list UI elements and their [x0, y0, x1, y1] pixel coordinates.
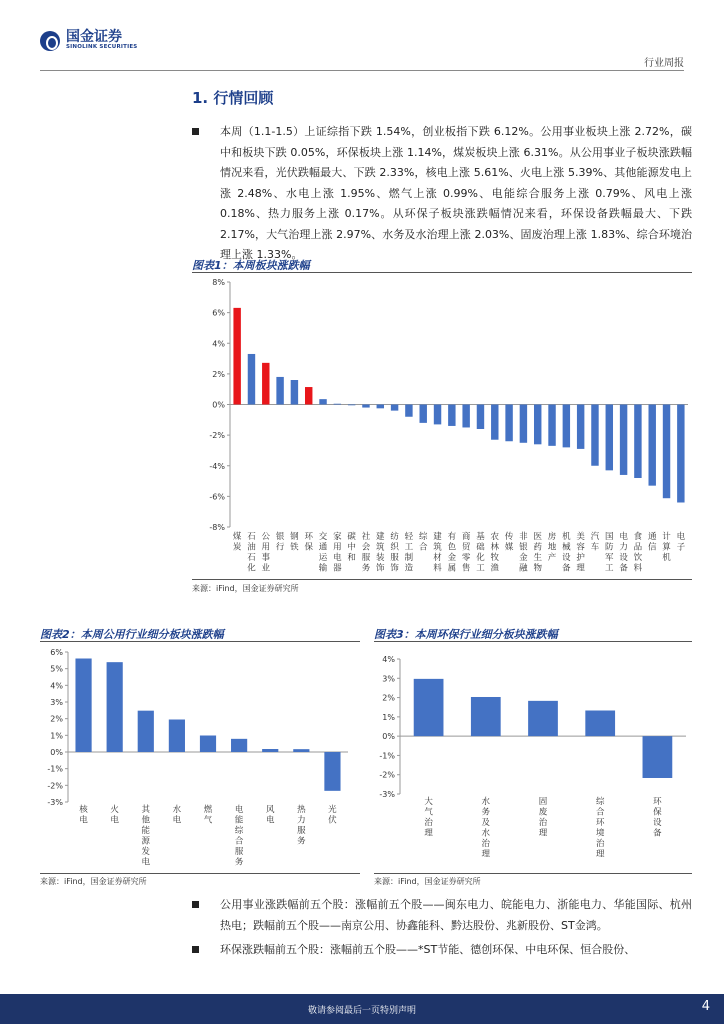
x-tick-label: 基础化工	[476, 532, 485, 574]
bar-环保设备	[643, 736, 673, 778]
bar-火电	[107, 662, 123, 752]
x-tick-label: 房地产	[547, 532, 557, 563]
x-tick-label: 商贸零售	[461, 532, 471, 574]
bar-社会服务	[362, 405, 369, 408]
y-tick-label: 0%	[212, 400, 225, 410]
section-title: 1. 行情回顾	[192, 89, 274, 107]
x-tick-label: 计算机	[662, 532, 671, 563]
x-tick-label: 传媒	[504, 532, 514, 553]
y-tick-label: 2%	[382, 693, 395, 703]
bar-食品饮料	[634, 405, 641, 479]
figure-1-chart	[192, 273, 692, 579]
bar-其他能源发电	[138, 711, 154, 752]
bar-轻工制造	[405, 405, 412, 417]
bar-国防军工	[606, 405, 613, 471]
y-tick-label: -2%	[379, 770, 395, 780]
x-tick-label: 通信	[647, 532, 657, 553]
bar-有色金属	[448, 405, 455, 426]
bar-建筑材料	[434, 405, 441, 425]
bar-商贸零售	[462, 405, 469, 428]
x-tick-label: 光伏	[328, 805, 337, 826]
bullet-text: 环保涨跌幅前五个股：涨幅前五个股——*ST节能、德创环保、中电环保、恒合股份、	[220, 943, 636, 956]
y-tick-label: 5%	[50, 664, 63, 674]
figure-1-bottom-rule	[192, 579, 692, 580]
figure-2-source: 来源：iFind，国金证券研究所	[40, 877, 147, 886]
x-tick-label: 医药生物	[533, 532, 542, 574]
figure-2-title: 图表2：本周公用行业细分板块涨跌幅	[40, 628, 224, 641]
logo-icon	[40, 31, 60, 51]
bar-非银金融	[520, 405, 527, 443]
page-number: 4	[701, 999, 710, 1014]
x-tick-label: 汽车	[590, 532, 600, 553]
bar-风电	[262, 749, 278, 752]
bar-热力服务	[293, 749, 309, 752]
x-tick-label: 固废治理	[538, 797, 548, 839]
x-tick-label: 燃气	[203, 805, 213, 826]
y-tick-label: 1%	[382, 712, 395, 722]
y-tick-label: -1%	[47, 764, 63, 774]
bar-银行	[276, 377, 283, 405]
x-tick-label: 煤炭	[232, 532, 242, 553]
y-tick-label: -2%	[209, 431, 225, 441]
y-tick-label: 6%	[212, 308, 225, 318]
bar-石油石化	[248, 354, 255, 405]
bar-机械设备	[563, 405, 570, 448]
bar-大气治理	[414, 679, 444, 736]
bullet-square-icon	[192, 946, 199, 953]
bar-公用事业	[262, 363, 269, 405]
x-tick-label: 火电	[110, 805, 119, 826]
x-tick-label: 核电	[79, 805, 88, 826]
x-tick-label: 环保设备	[653, 797, 662, 839]
x-tick-label: 电子	[676, 532, 686, 553]
x-tick-label: 轻工制造	[404, 532, 414, 574]
bar-水电	[169, 720, 185, 753]
header-divider	[40, 70, 684, 71]
x-tick-label: 非银金融	[519, 532, 528, 574]
y-tick-label: 0%	[50, 748, 63, 757]
x-tick-label: 交通运输	[318, 532, 328, 574]
y-tick-label: -4%	[209, 461, 225, 471]
x-tick-label: 电能综合服务	[234, 805, 244, 868]
x-tick-label: 美容护理	[576, 532, 585, 574]
bar-综合	[419, 405, 426, 423]
x-tick-label: 建筑材料	[433, 532, 442, 574]
bar-通信	[648, 405, 655, 486]
x-tick-label: 水务及水治理	[481, 797, 491, 860]
figure-3-source: 来源：iFind，国金证券研究所	[374, 877, 481, 886]
page-header	[0, 0, 724, 72]
figure-3-bottom-rule	[374, 873, 692, 874]
figure-2-chart	[40, 642, 360, 872]
y-tick-label: 4%	[212, 339, 225, 349]
y-tick-label: 4%	[382, 655, 395, 664]
x-tick-label: 综合环境治理	[595, 797, 605, 860]
figure-1-source: 来源：iFind，国金证券研究所	[192, 584, 299, 593]
y-tick-label: 6%	[50, 648, 63, 657]
report-type: 行业周报	[644, 58, 684, 69]
logo-name-cn: 国金证券	[66, 29, 122, 45]
x-tick-label: 银行	[275, 532, 285, 553]
bullet-square-icon	[192, 901, 199, 908]
x-tick-label: 食品饮料	[633, 532, 643, 574]
bar-房地产	[548, 405, 555, 446]
bar-美容护理	[577, 405, 584, 449]
bar-家用电器	[334, 404, 341, 405]
bar-基础化工	[477, 405, 484, 430]
figure-3-chart	[374, 642, 692, 872]
bar-汽车	[591, 405, 598, 466]
x-tick-label: 公用事业	[261, 532, 271, 574]
bar-钢铁	[291, 380, 298, 405]
x-tick-label: 钢铁	[290, 532, 299, 553]
company-logo	[40, 30, 137, 51]
bar-水务及水治理	[471, 697, 501, 736]
x-tick-label: 石油石化	[247, 532, 256, 574]
y-tick-label: -1%	[379, 751, 395, 761]
x-tick-label: 社会服务	[361, 532, 371, 574]
bar-煤炭	[233, 308, 240, 405]
y-tick-label: 0%	[382, 732, 395, 742]
bar-光伏	[324, 752, 340, 791]
x-tick-label: 风电	[265, 805, 275, 826]
bar-电子	[677, 405, 684, 503]
y-tick-label: 4%	[50, 681, 63, 691]
figure-2-bottom-rule	[40, 873, 360, 874]
bullet-square-icon	[192, 128, 199, 135]
x-tick-label: 建筑装饰	[376, 532, 385, 574]
figure-3-title: 图表3：本周环保行业细分板块涨跌幅	[374, 628, 558, 641]
x-tick-label: 纺织服饰	[390, 532, 399, 574]
y-tick-label: 3%	[382, 674, 395, 684]
logo-name-en: SINOLINK SECURITIES	[66, 44, 138, 50]
x-tick-label: 其他能源发电	[141, 805, 151, 868]
x-tick-label: 水电	[172, 805, 182, 826]
bar-建筑装饰	[377, 405, 384, 409]
bar-交通运输	[319, 399, 326, 404]
bullet-utility-stocks	[192, 895, 692, 936]
bullet-text: 公用事业涨跌幅前五个股：涨幅前五个股——闽东电力、皖能电力、浙能电力、华能国际、杭州热电；跌幅前五个股——南京公用、协鑫能科、黔达股份、兆新股份、ST金鸿。	[220, 898, 692, 932]
bar-纺织服饰	[391, 405, 398, 411]
y-tick-label: -3%	[379, 790, 395, 799]
y-tick-label: -8%	[209, 523, 225, 532]
y-tick-label: 3%	[50, 698, 63, 707]
x-tick-label: 国防军工	[605, 532, 614, 574]
bar-电力设备	[620, 405, 627, 475]
footer-disclaimer: 敬请参阅最后一页特别声明	[307, 1006, 416, 1016]
bar-传媒	[505, 405, 512, 442]
y-tick-label: -2%	[47, 781, 63, 791]
y-tick-label: 1%	[50, 731, 63, 741]
bar-燃气	[200, 736, 216, 753]
x-tick-label: 家用电器	[333, 532, 342, 574]
bar-固废治理	[528, 701, 558, 736]
bullet-env-stocks	[192, 940, 692, 961]
bar-核电	[75, 659, 91, 753]
bar-碳中和	[348, 405, 355, 406]
x-tick-label: 综合	[418, 532, 428, 553]
x-tick-label: 环保	[304, 532, 313, 553]
x-tick-label: 热力服务	[297, 805, 306, 847]
bar-环保	[305, 387, 312, 404]
figure-1-title: 图表1：本周板块涨跌幅	[192, 259, 310, 272]
y-tick-label: 2%	[50, 714, 63, 724]
x-tick-label: 有色金属	[447, 532, 457, 574]
y-tick-label: -3%	[47, 798, 63, 807]
y-tick-label: -6%	[209, 492, 225, 502]
x-tick-label: 大气治理	[424, 797, 433, 839]
x-tick-label: 碳中和	[347, 532, 356, 563]
x-tick-label: 电力设备	[619, 532, 628, 574]
x-tick-label: 农林牧渔	[490, 532, 500, 574]
bar-农林牧渔	[491, 405, 498, 440]
bullet-market-review	[192, 122, 692, 266]
bar-医药生物	[534, 405, 541, 445]
bullet-text: 本周（1.1-1.5）上证综指下跌 1.54%，创业板指下跌 6.12%。公用事业板块上涨 2.72%，碳中和板块下跌 0.05%，环保板块上涨 1.14%，煤炭板块上涨 6.31%。从公用事业子板块涨跌幅情况来看，光伏跌幅最大、下跌 2.33%，核电上涨 5.61%、火电上涨 5.39%、其他能源发电上涨 2.48%、水电上涨 1.95%、燃气上涨 0.99%、电能综合服务上涨 0.79%、风电上涨 0.18%、热力服务上涨 0.17%。从环保子板块涨跌幅情况来看，环保设备跌幅最大、下跌 2.17%，大气治理上涨 2.97%、水务及水治理上涨 2.03%、固废治理上涨 1.83%、综合环境治理上涨 1.33%。	[220, 125, 692, 261]
bar-综合环境治理	[585, 710, 615, 736]
y-tick-label: 8%	[212, 278, 225, 287]
bar-电能综合服务	[231, 739, 247, 752]
x-tick-label: 机械设备	[562, 532, 571, 574]
bar-计算机	[663, 405, 670, 499]
y-tick-label: 2%	[212, 369, 225, 379]
